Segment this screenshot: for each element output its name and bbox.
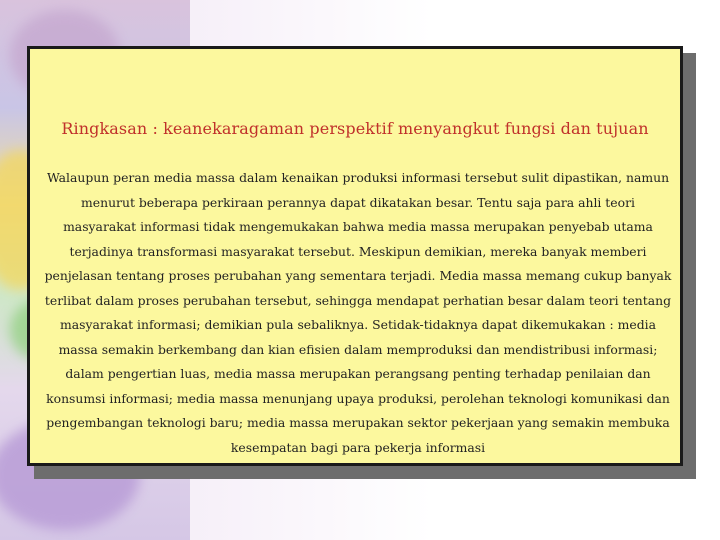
slide-body: Walaupun peran media massa dalam kenaikan produksi informasi tersebut sulit dipastikan, namun menurut beberapa perkiraan perannya dapat dikatakan besar. Tentu saja para ahli teori masyarakat informasi tidak mengemukakan bahwa media massa merupakan penyebab utama terjadinya transformasi masyarakat tersebut. Meskipun demikian, mereka banyak memberi penjelasan tentang proses perubahan yang sementara terjadi. Media massa memang cukup banyak terlibat dalam proses perubahan tersebut, sehingga mendapat perhatian besar dalam teori tentang masyarakat informasi; demikian pula sebaliknya. Setidak-tidaknya dapat dikemukakan : media massa semakin berkembang dan kian efisien dalam memproduksi dan mendistribusi informasi; dalam pengertian luas, media massa merupakan perangsang penting terhadap penilaian dan konsumsi informasi; media massa menunjang upaya produksi, perolehan teknologi komunikasi dan pengembangan teknologi baru; media massa merupakan sektor pekerjaan yang semakin membuka kesempatan bagi para pekerja informasi xyxy=(44,170,672,455)
content-panel xyxy=(27,46,683,466)
slide-title: Ringkasan : keanekaragaman perspektif menyangkut fungsi dan tujuan xyxy=(61,119,649,138)
